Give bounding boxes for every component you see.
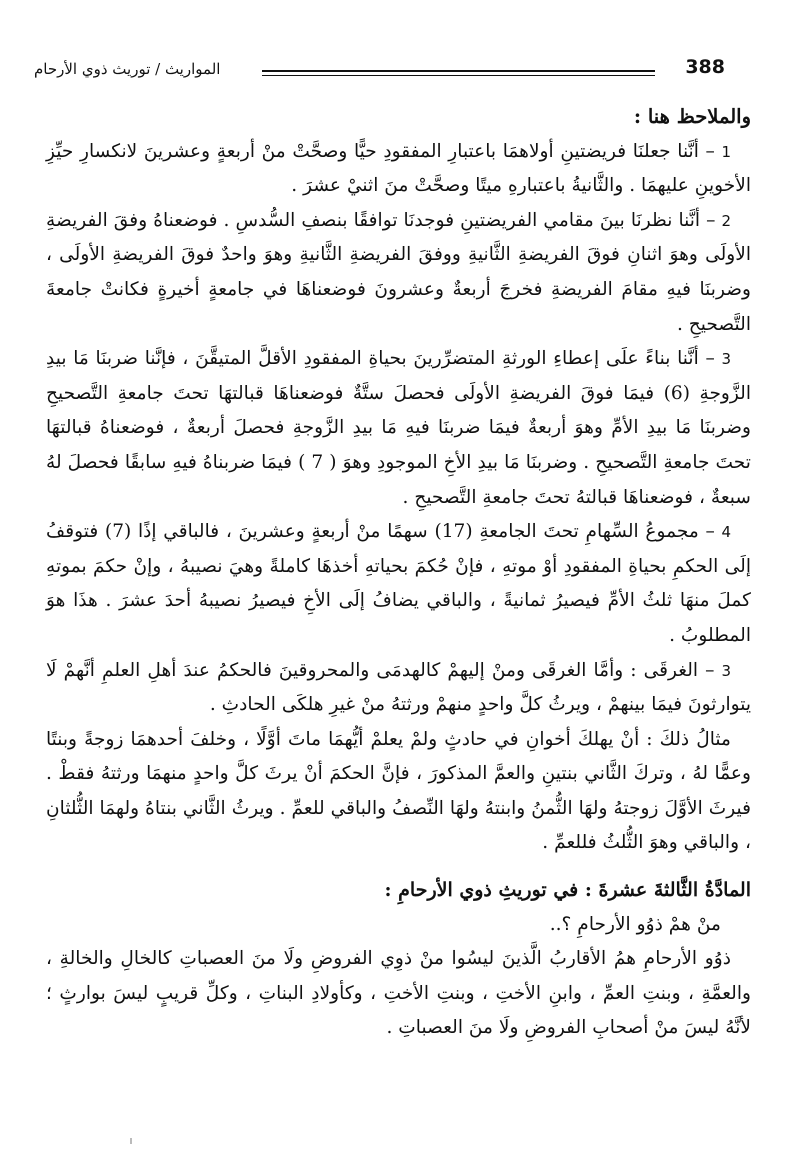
page-number: 388 (685, 56, 725, 78)
point-number: 3 (721, 350, 731, 369)
running-header (30, 52, 773, 88)
running-title: المواريث / توريث ذوي الأرحام (34, 60, 221, 78)
point-number: 4 (721, 523, 731, 542)
numbered-point-4 (46, 515, 751, 653)
point-text: – الغرقَى : وأمَّا الغرقَى ومنْ إليهمْ كالهدمَى والمحروقينَ فالحكمُ عندَ أهلِ العلمِ أنَّهمْ لَا يتوارثونَ فيمَا بينهمْ ، ويرثُ كلَّ واحدٍ منهمْ ورثتهُ منْ غيرِ هلكَى الحادثِ . (46, 659, 751, 716)
section-spacer (46, 861, 751, 873)
numbered-point-2 (46, 204, 751, 342)
page-body (46, 100, 751, 1046)
point-number: 2 (721, 211, 731, 230)
scan-mark (130, 1138, 132, 1144)
numbered-point-1 (46, 135, 751, 204)
header-rule (262, 70, 655, 76)
section-heading: المادَّةُ الثَّالثةَ عشرةَ : في توريثِ ذوي الأرحامِ : (384, 879, 751, 902)
section-answer: ذوُو الأرحامِ همُ الأقاربُ الَّذينَ ليسُوا منْ ذوِي الفروضِ ولَا منَ العصباتِ كالخالِ والخالةِ ، والعمَّةِ ، وبنتِ العمِّ ، وابنِ الأختِ ، وبنتِ الأختِ ، وكأولادِ البناتِ ، وكلِّ قريبٍ ليسَ بوارثٍ ؛ لأنَّهُ ليسَ منْ أصحابِ الفروضِ ولَا منَ العصباتِ . (46, 948, 751, 1039)
point-text: – أنَّنا نظرنَا بينَ مقامي الفريضتينِ فوجدنَا توافقًا بنصفِ السُّدسِ . فوضعناهُ وفقَ الفريضةِ الأولَى وهوَ اثنانِ فوقَ الفريضةِ الثَّانيةِ ووفقَ الفريضةِ الثَّانيةِ وهوَ واحدٌ فوقَ الفريضةِ الأولَى ، وضربنَا فيهِ مقامَ الفريضةِ فخرجَ أربعةٌ وعشرونَ فوضعناهَا في جامعةٍ أخيرةٍ فكانتْ جامعةَ التَّصحيحِ . (46, 209, 751, 335)
example-paragraph: مثالُ ذلكَ : أنْ يهلكَ أخوانِ في حادثٍ ولمْ يعلمْ أيُّهمَا ماتَ أوَّلًا ، وخلفَ أحدهمَا زوجةً وبنتًا وعمًّا لهُ ، وتركَ الثَّاني بنتينِ والعمَّ المذكورَ ، فإنَّ الحكمَ أنْ يرثَ كلَّ واحدٍ منهمَا ورثتهُ فقطْ . فيرثَ الأوَّلَ زوجتهُ ولهَا الثُّمنُ وابنتهُ ولهَا النِّصفُ والباقي للعمِّ . ويرثُ الثَّاني بنتاهُ ولهمَا الثُّلثانِ ، والباقي وهوَ الثُّلثُ فللعمِّ . (46, 728, 751, 854)
point-text: – أنَّنا جعلنَا فريضتينِ أولاهمَا باعتبارِ المفقودِ حيًّا وصحَّتْ منْ أربعةٍ وعشرينَ لانكسارِ حيِّزِ الأخوينِ عليهمَا . والثَّانيةُ باعتبارهِ ميتًا وصحَّتْ منَ اثنيْ عشرَ . (46, 140, 751, 197)
point-number: 1 (721, 142, 731, 161)
notes-heading: والملاحظ هنا : (633, 105, 751, 128)
numbered-point-drowned (46, 654, 751, 723)
point-text: – مجموعُ السِّهامِ تحتَ الجامعةِ (17) سهمًا منْ أربعةٍ وعشرينَ ، فالباقي إذًا (7) فتوقفُ إلَى الحكمِ بحياةِ المفقودِ أوْ موتهِ ، فإنْ حُكمَ بحياتهِ أخذهَا كاملةً وهيَ نصيبهُ ، وإنْ حكمَ بموتهِ كملَ منهَا ثلثُ الأمِّ فيصيرُ ثمانيةً ، والباقي يضافُ إلَى الأخِ فيصيرُ نصيبهُ أحدَ عشرَ . هذَا هوَ المطلوبُ . (46, 521, 751, 646)
section-question: منْ همْ ذوُو الأرحامِ ؟.. (549, 913, 721, 935)
point-number: 3 (721, 661, 731, 680)
numbered-point-3 (46, 342, 751, 515)
point-text: – أنَّنا بناءً علَى إعطاءِ الورثةِ المتضرِّرينَ بحياةِ المفقودِ الأقلَّ المتيقَّنَ ، فإنَّنا ضربنَا مَا بيدِ الزَّوجةِ (6) فيمَا فوقَ الفريضةِ الأولَى فحصلَ ستَّةٌ فوضعناهَا قبالتهَا تحتَ جامعةِ التَّصحيحِ وضربنَا مَا بيدِ الأمِّ وهوَ أربعةٌ فيمَا ضربنَا فيهِ مَا بيدِ الزَّوجةِ فحصلَ أربعةٌ ، فوضعناهُ قبالتهَا تحتَ جامعةِ التَّصحيحِ . وضربنَا مَا بيدِ الأخِ الموجودِ وهوَ ( 7 ) فيمَا ضربناهُ فيهِ سابقًا فحصلَ لهُ سبعةٌ ، فوضعناهَا قبالتهُ تحتَ جامعةِ التَّصحيحِ . (46, 348, 752, 508)
